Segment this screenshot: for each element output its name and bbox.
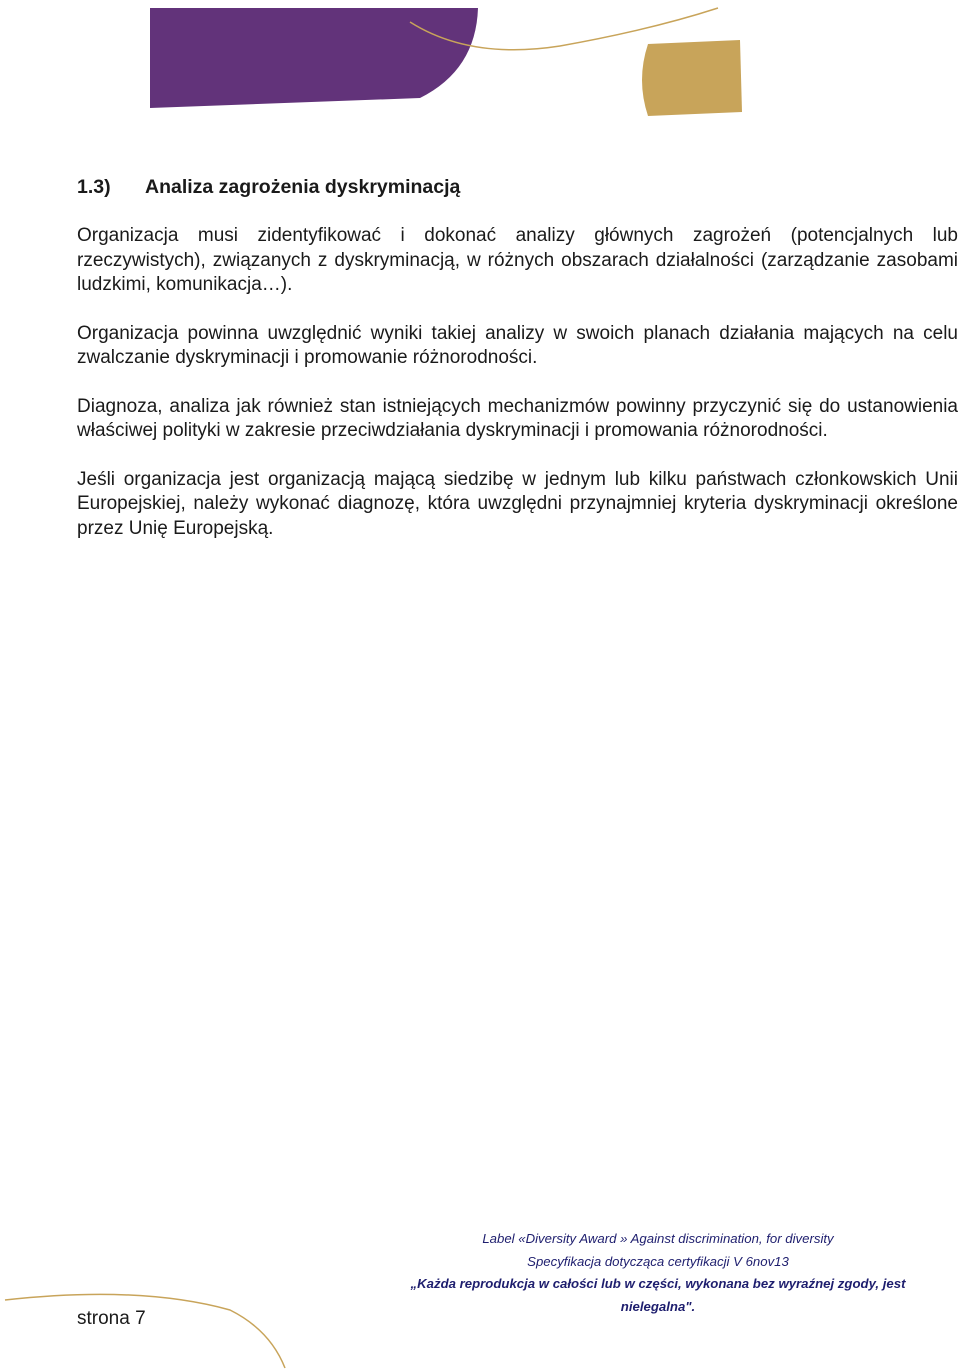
footer-copyright-line-2: nielegalna".	[620, 1298, 696, 1314]
gold-badge-shape	[642, 40, 742, 116]
footer-swoosh-line	[5, 1294, 285, 1368]
paragraph-3: Diagnoza, analiza jak również stan istniejących mechanizmów powinny przyczynić się do ustanowienia właściwej polityki w zakresie przeciwdziałania dyskryminacji i promowania różnorodności.	[77, 395, 958, 441]
section-title: Analiza zagrożenia dyskryminacją	[145, 176, 461, 198]
footer-copyright-line-1: „Każda reprodukcja w całości lub w części, wykonana bez wyraźnej zgody, jest	[410, 1276, 906, 1291]
header-logo-graphic	[0, 0, 960, 130]
purple-banner-shape	[150, 8, 478, 108]
footer-spec-line: Specyfikacja dotycząca certyfikacji V 6nov13	[527, 1253, 789, 1269]
section-number: 1.3)	[77, 176, 111, 198]
page-number: strona 7	[77, 1308, 146, 1329]
footer-notice	[400, 1228, 916, 1318]
paragraph-2: Organizacja powinna uwzględnić wyniki takiej analizy w swoich planach działania mających na celu zwalczanie dyskryminacji i promowanie różnorodności.	[77, 322, 958, 368]
paragraph-1: Organizacja musi zidentyfikować i dokonać analizy głównych zagrożeń (potencjalnych lub rzeczywistych), związanych z dyskryminacją, w różnych obszarach działalności (zarządzanie zasobami ludzkimi, komunikacja…).	[77, 225, 958, 295]
document-body	[77, 172, 958, 565]
footer-label-line: Label «Diversity Award » Against discrimination, for diversity	[482, 1231, 834, 1246]
footer-swoosh-graphic	[0, 1280, 300, 1370]
paragraph-4: Jeśli organizacja jest organizacją mającą siedzibę w jednym lub kilku państwach członkowskich Unii Europejskiej, należy wykonać diagnozę, która uwzględni przynajmniej kryteria dyskryminacji określone przez Unię Europejską.	[77, 468, 958, 539]
section-heading	[77, 172, 958, 202]
